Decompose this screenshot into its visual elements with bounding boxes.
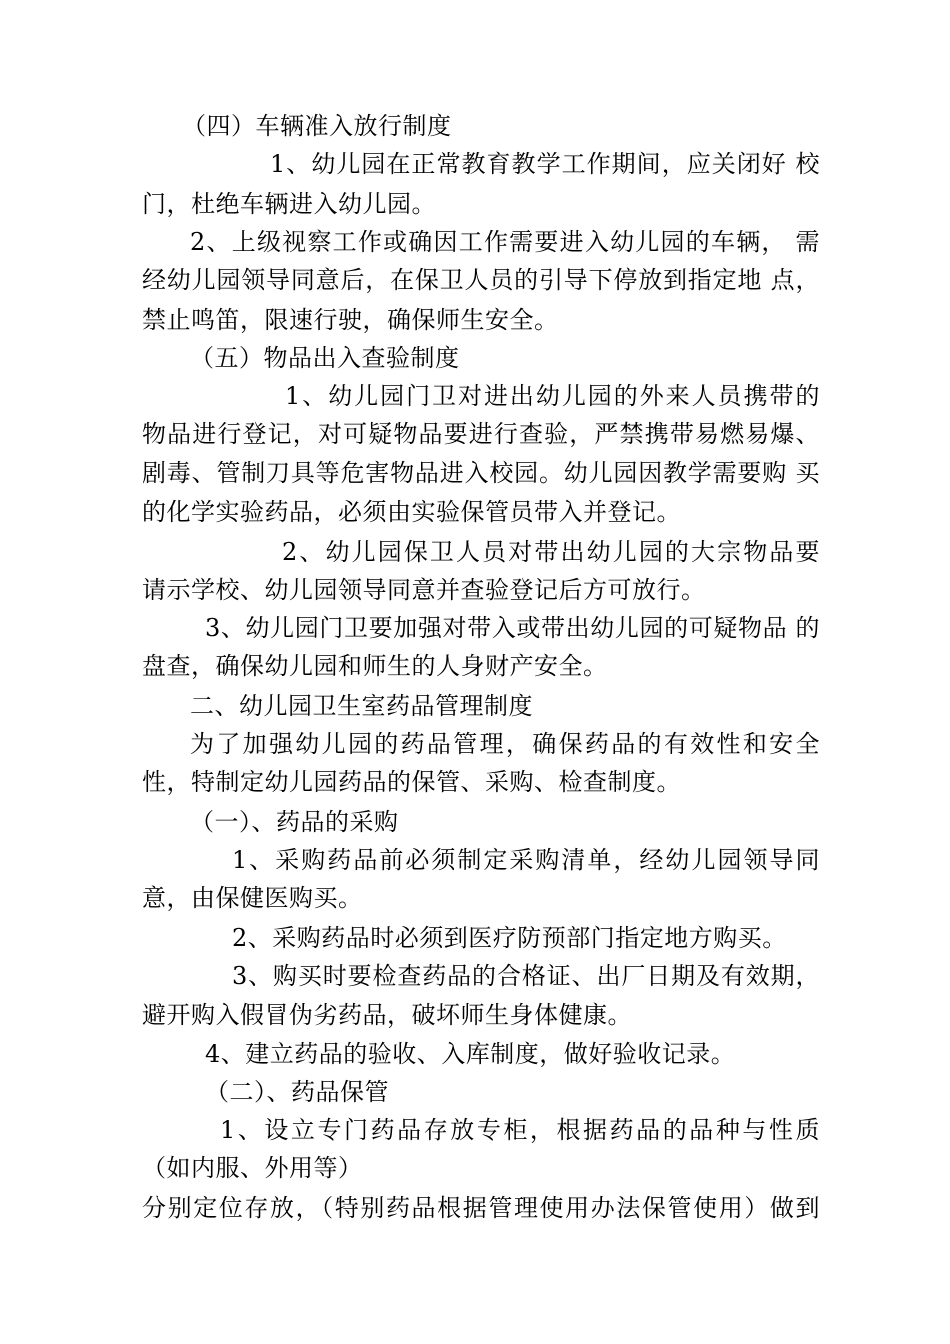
paragraph-line: 的化学实验药品，必须由实验保管员带入并登记。 <box>142 498 681 526</box>
paragraph-line: 2、幼儿园保卫人员对带出幼儿园的大宗物品要 <box>282 538 820 566</box>
paragraph-line: 意，由保健医购买。 <box>142 884 363 912</box>
paragraph-line: 3、幼儿园门卫要加强对带入或带出幼儿园的可疑物品 的 <box>205 614 820 642</box>
paragraph-line: 请示学校、幼儿园领导同意并查验登记后方可放行。 <box>142 576 706 604</box>
paragraph-line: 3、购买时要检查药品的合格证、出厂日期及有效期， <box>232 962 820 990</box>
paragraph-line: 禁止鸣笛，限速行驶，确保师生安全。 <box>142 306 559 334</box>
paragraph-line: 1、采购药品前必须制定采购清单，经幼儿园领导同 <box>232 846 820 874</box>
section-heading-medicine-management: 二、幼儿园卫生室药品管理制度 <box>190 692 533 720</box>
section-heading-medicine-storage: （二）、药品保管 <box>205 1078 389 1106</box>
paragraph-line: 避开购入假冒伪劣药品，破坏师生身体健康。 <box>142 1001 632 1029</box>
paragraph-line: 经幼儿园领导同意后，在保卫人员的引导下停放到指定地 点， <box>142 266 820 294</box>
paragraph-line: 盘查，确保幼儿园和师生的人身财产安全。 <box>142 652 608 680</box>
paragraph-line: 1、幼儿园在正常教育教学工作期间，应关闭好 校 <box>270 150 820 178</box>
paragraph-line: 1、幼儿园门卫对进出幼儿园的外来人员携带的 <box>285 382 820 410</box>
paragraph-line: （如内服、外用等） <box>142 1154 363 1182</box>
paragraph-line: 4、建立药品的验收、入库制度，做好验收记录。 <box>205 1040 736 1068</box>
paragraph-line: 2、上级视察工作或确因工作需要进入幼儿园的车辆， 需 <box>190 228 820 256</box>
section-heading-item-inspection: （五）物品出入查验制度 <box>190 344 460 372</box>
paragraph-line: 2、采购药品时必须到医疗防预部门指定地方购买。 <box>232 924 787 952</box>
paragraph-line: 门，杜绝车辆进入幼儿园。 <box>142 190 436 218</box>
paragraph-line: 1、设立专门药品存放专柜，根据药品的品种与性质 <box>220 1116 820 1144</box>
paragraph-line: 为了加强幼儿园的药品管理，确保药品的有效性和安全 <box>190 730 820 758</box>
paragraph-line: 分别定位存放，（特别药品根据管理使用办法保管使用）做到 <box>142 1194 820 1222</box>
section-heading-vehicle-access: （四）车辆准入放行制度 <box>182 112 452 140</box>
paragraph-line: 剧毒、管制刀具等危害物品进入校园。幼儿园因教学需要购 买 <box>142 459 820 487</box>
paragraph-line: 性，特制定幼儿园药品的保管、采购、检查制度。 <box>142 768 681 796</box>
paragraph-line: 物品进行登记，对可疑物品要进行查验，严禁携带易燃易爆、 <box>142 420 820 448</box>
section-heading-medicine-purchase: （一）、药品的采购 <box>190 808 399 836</box>
